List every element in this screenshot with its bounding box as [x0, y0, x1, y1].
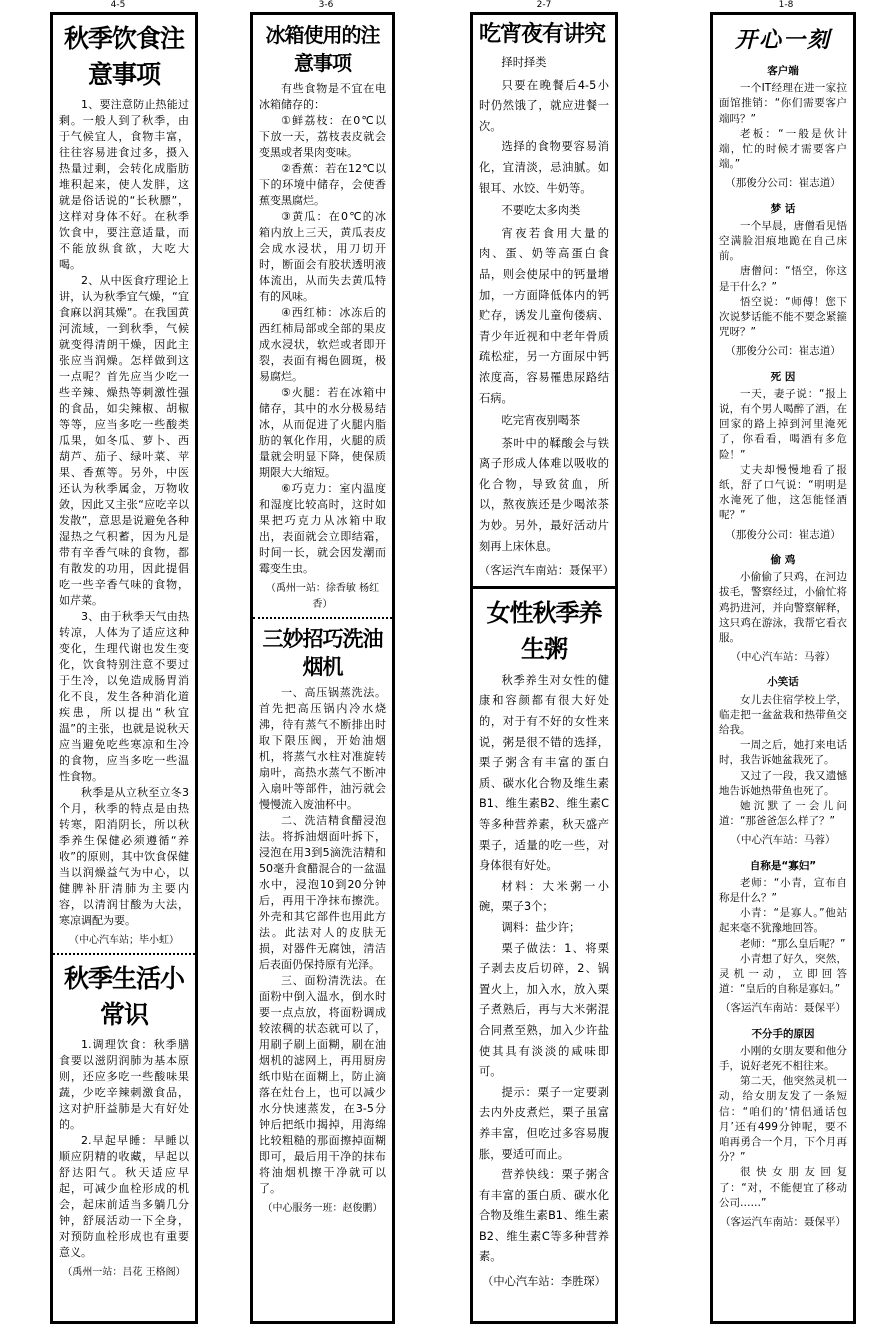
byline: （那俊分公司：崔志道）: [725, 345, 841, 358]
joke: [719, 64, 847, 192]
article: [53, 21, 195, 949]
paragraph: 秋季是从立秋至立冬3个月，秋季的特点是由热转寒，阳消阴长，所以秋季养生保健必须遵循“养收”的原则，其中饮食保健当以润燥益气为中心，以健脾补肝清肺为主要内容，以清润甘酸为大法，寒凉调配为要。: [59, 786, 189, 927]
column-4: [710, 12, 856, 1324]
paragraph: 一、高压锅蒸洗法。首先把高压锅内冷水烧沸，待有蒸气不断排出时取下限压阀，开始油烟机，将蒸气水柱对准旋转扇叶，高热水蒸气不断冲入扇叶等部件，油污就会慢慢流入废油杯中。: [259, 686, 386, 811]
byline: （禹州一站：吕花 王格阁）: [62, 1267, 186, 1278]
paragraph: ⑥巧克力：室内温度和湿度比较高时，这时如果把巧克力从冰箱中取出，表面就会立即结霜，时间一长，就会因发潮而霉变生虫。: [259, 482, 386, 575]
paragraph: 又过了一段，我又遗憾地告诉她热带鱼也死了。: [719, 769, 847, 797]
paragraph: 丈夫却慢慢地看了报纸，舒了口气说：“明明是水淹死了他，这怎能怪酒呢？”: [719, 463, 847, 522]
joke: [719, 370, 847, 543]
paragraph: 2、从中医食疗理论上讲，认为秋季宜气燥，“宜食麻以润其燥”。在我国黄河流域，一到秋季，气候就变得清朗干燥，因此主张应当润燥。怎样做到这一点呢？首先应当少吃一些辛辣、燥热等刺激性强的食品，如尖辣椒、胡椒等等，应当多吃一些酸类瓜果，如冬瓜、萝卜、西葫芦、茄子、绿叶菜、苹果、香蕉等。另外，中医还认为秋季属金，万物收敛，因此又主张“应吃辛以发散”，意思是说避免各种湿热之气积蓄，因为凡是带有辛香气味的食物，都有散发的功用，因此提倡吃一些辛香气味的食物，如芹菜。: [59, 274, 189, 607]
paragraph: 唐僧问：“悟空，你这是干什么？”: [719, 265, 847, 293]
divider: [473, 586, 615, 589]
paragraph: 提示：栗子一定要剥去内外皮煮烂，栗子虽富养丰富，但吃过多容易腹胀，要适可而止。: [479, 1085, 609, 1161]
byline: （那俊分公司：崔志道）: [725, 177, 841, 190]
joke: [719, 675, 847, 848]
joke-list: [713, 64, 853, 1230]
article-title: 秋季饮食注意事项: [63, 24, 184, 89]
divider: [253, 617, 392, 619]
paragraph: 宵夜若食用大量的肉、蛋、奶等高蛋白食品，则会使尿中的钙量增加，一方面降低体内的钙贮存，诱发儿童佝偻病、青少年近视和中老年骨质疏松症，另一方面尿中钙浓度高，容易罹患尿路结石病。: [479, 226, 609, 405]
paragraph: 一天，妻子说：“报上说，有个男人喝醉了酒，在回家的路上掉到河里淹死了，你看看，喝酒有多危险！”: [719, 387, 847, 461]
joke-title: 客户端: [767, 65, 799, 77]
byline: （禹州一站：徐香敏 杨红香）: [265, 583, 380, 610]
subheading: 吃完宵夜别喝茶: [501, 414, 581, 428]
article-title: 吃宵夜有讲究: [479, 22, 606, 47]
paragraph: 二、洗洁精食醋浸泡法。将拆油烟面叶拆下，浸泡在用3到5滴洗洁精和50毫升食醋混合的一盆温水中，浸泡10到20分钟后，再用干净抹布擦洗。外壳和其它部件也用此方法。此法对人的皮肤无损，对器件无腐蚀，清洁后表面仍保持原有光泽。: [259, 814, 386, 971]
article: [253, 21, 392, 613]
column-3: [470, 12, 618, 1324]
paragraph: 她沉默了一会儿问道：“那爸爸怎么样了？”: [719, 799, 847, 828]
joke-title: 梦 话: [770, 202, 796, 215]
paragraph: 老师：“那么皇后呢？”: [740, 937, 846, 950]
paragraph: 小青：“是寡人。”他站起来毫不犹豫地回答。: [719, 907, 847, 935]
byline: （客运汽车南站：聂保平）: [720, 1002, 846, 1015]
paragraph: 第二天，他突然灵机一动，给女朋友发了一条短信：“咱们的‘情侣通话包月’还有499分钟呢，要不咱再勇合一个月，下个月再分？”: [719, 1075, 847, 1164]
paragraph: 一个早晨，唐僧看见悟空满脸泪痕地跪在自己床前。: [719, 219, 847, 263]
paragraph: 女儿去住宿学校上学，临走把一盆盆栽和热带鱼交给我。: [719, 693, 847, 736]
joke-title: 偷 鸡: [770, 553, 796, 566]
subheading: 择时择类: [501, 56, 547, 69]
column-2: [250, 12, 395, 1324]
paragraph: 小偷偷了只鸡，在河边拔毛，警察经过，小偷忙将鸡扔进河，并向警察解释，这只鸡在游泳，我帮它看衣服。: [719, 571, 847, 644]
joke-title: 不分手的原因: [751, 1027, 815, 1040]
paragraph: 3、由于秋季天气由热转凉，人体为了适应这种变化，生理代谢也发生变化，饮食特别注意不要过于生冷，以免造成肠胃消化不良，发生各种消化道疾患，所以提出“秋宜温”的主张，也就是说秋天应当避免吃些寒凉和生冷的食物，应当多吃一些温性食物。: [59, 610, 189, 783]
paragraph: 只要在晚餐后4-5小时仍然饿了，就应进餐一次。: [479, 78, 609, 133]
byline: （中心汽车站：李胜琛）: [482, 1275, 606, 1289]
joke: [719, 1027, 847, 1231]
paragraph: ⑤火腿：若在冰箱中储存，其中的水分极易结冰，从而促进了火腿内脂肪的氧化作用，火腿的质量就会明显下降，使保质期限大大缩短。: [259, 386, 386, 479]
byline: （中心汽车站：马蓉）: [730, 651, 836, 664]
paragraph: 栗子做法：1、将栗子剥去皮后切碎，2、锅置火上，加入水，放入栗子煮熟后，再与大米粥混合同煮至熟，加入少许盐使其具有淡淡的咸味即可。: [479, 941, 609, 1079]
byline: （客运汽车南站：聂保平）: [479, 564, 615, 578]
paragraph: 小刚的女朋友要和他分手，说好老死不相往来。: [719, 1044, 847, 1072]
paragraph: ③黄瓜：在0℃的冰箱内放上三天，黄瓜表皮会成水浸状，用刀切开时，断面会有胶状透明液体流出，从而失去黄瓜特有的风味。: [259, 210, 386, 303]
paragraph: 2.早起早睡：早睡以顺应阴精的收藏，早起以舒达阳气。秋天适应早起，可减少血栓形成的机会，起床前适当多躺几分钟，舒展活动一下全身，对预防血栓形成也有重要意义。: [59, 1134, 189, 1259]
joke-title: 小笑话: [767, 676, 799, 689]
paragraph: 一个IT经理在进一家拉面馆推销：“你们需要客户端吗？”: [719, 82, 847, 125]
article-title: 冰箱使用的注意事项: [265, 23, 380, 75]
article-title: 女性秋季养生粥: [486, 598, 602, 663]
paragraph: 1.调理饮食：秋季膳食要以滋阴润肺为基本原则，还应多吃一些酸味果蔬，少吃辛辣刺激食品，这对护肝益肺是大有好处的。: [59, 1038, 189, 1131]
paragraph: 营养快线：栗子粥含有丰富的蛋白质、碳水化合物及维生素B1、维生素B2、维生素C等多种营养素。: [479, 1168, 609, 1264]
joke-title: 自称是“寡妇”: [749, 859, 817, 872]
joke-title: 死 因: [770, 370, 796, 383]
paragraph: 秋季养生对女性的健康和容颜都有很大好处的，对于有不好的女性来说，粥是很不错的选择，栗子粥含有丰富的蛋白质、碳水化合物及维生素B1、维生素B2、维生素C等多种营养素，秋天盛产栗子，适量的吃一些，对身体很有好处。: [479, 673, 609, 873]
divider: [53, 953, 195, 955]
column-1: [50, 12, 198, 1324]
paragraph: ②香蕉：若在12℃以下的环境中储存，会使香蕉变黑腐烂。: [259, 162, 386, 207]
paragraph: 材料：大米粥一小碗，栗子3个；: [479, 879, 609, 914]
paragraph: 老板：“一般是伙计端，忙的时候才需要客户端。”: [719, 127, 847, 171]
byline: （中心服务一班：赵俊鹏）: [262, 1203, 383, 1214]
article: [473, 21, 615, 582]
paragraph: 有些食物是不宜在电冰箱储存的：: [259, 82, 386, 111]
page-label: 3-6: [318, 0, 334, 10]
paragraph: ①鲜荔枝：在0℃以下放一天，荔枝表皮就会变黑或者果肉变味。: [259, 114, 386, 159]
article-title: 秋季生活小常识: [63, 964, 184, 1029]
paragraph: 悟空说：“师傅！您下次说梦话能不能不要念紧箍咒呀？”: [719, 295, 847, 339]
article: [473, 595, 615, 1293]
paragraph: 老师：“小青，宣布自称是什么？”: [719, 876, 847, 904]
joke: [719, 553, 847, 665]
article: [53, 961, 195, 1281]
paragraph: 1、要注意防止热能过剩。一般人到了秋季，由于气候宜人，食物丰富，往往容易进食过多，摄入热量过剩，会转化成脂肪堆积起来，使人发胖，这就是俗话说的“长秋膘”，这样对身体不好。在秋季饮食中，要注意适量，而不能放纵食欲，大吃大喝。: [59, 98, 189, 271]
joke: [719, 859, 847, 1017]
byline: （那俊分公司：崔志道）: [725, 528, 841, 541]
page-label: 2-7: [536, 0, 552, 10]
byline: （中心汽车站；毕小虹）: [69, 935, 179, 946]
joke: [719, 202, 847, 360]
byline: （客运汽车南站：聂保平）: [720, 1216, 846, 1229]
section-header: 开心一刻: [734, 27, 831, 53]
page-label: 4-5: [110, 0, 126, 10]
article: [253, 625, 392, 1217]
paragraph: 茶叶中的鞣酸会与铁离子形成人体难以吸收的化合物，导致贫血，所以，熬夜族还是少喝浓茶为妙。另外，最好活动片刻再上床休息。: [479, 436, 609, 553]
byline: （中心汽车站：马蓉）: [730, 834, 836, 847]
paragraph: 调料：盐少许；: [501, 920, 581, 934]
paragraph: ④西红柿：冰冻后的西红柿局部或全部的果皮成水浸状，软烂或者即开裂，表面有褐色圆斑，极易腐烂。: [259, 306, 386, 383]
paragraph: 三、面粉清洗法。在面粉中倒入温水，倒水时要一点点放，将面粉调成较浓稠的状态就可以了，用刷子刷上面糊，刷在油烟机的滤网上，再用厨房纸巾贴在面糊上，防止滴落在灶台上，也可以减少水分快速蒸发，在3-5分钟后把纸巾揭掉，用海绵比较粗糙的那面擦掉面糊即可，最后用干净的抹布将油烟机擦干净就可以了。: [259, 974, 386, 1195]
paragraph: 一周之后，她打来电话时，我告诉她盆栽死了。: [719, 739, 847, 767]
subheading: 不要吃太多肉类: [501, 204, 581, 218]
paragraph: 小青想了好久，突然，灵机一动，立即回答道：“皇后的自称是寡妇。”: [719, 952, 847, 996]
article-title: 三妙招巧洗油烟机: [262, 627, 383, 679]
page-label: 1-8: [778, 0, 794, 10]
paragraph: 选择的食物要容易消化，宜清淡，忌油腻。如银耳、水饺、牛奶等。: [479, 140, 609, 195]
paragraph: 很快女朋友回复了：“对，不能便宜了移动公司……”: [719, 1166, 847, 1209]
